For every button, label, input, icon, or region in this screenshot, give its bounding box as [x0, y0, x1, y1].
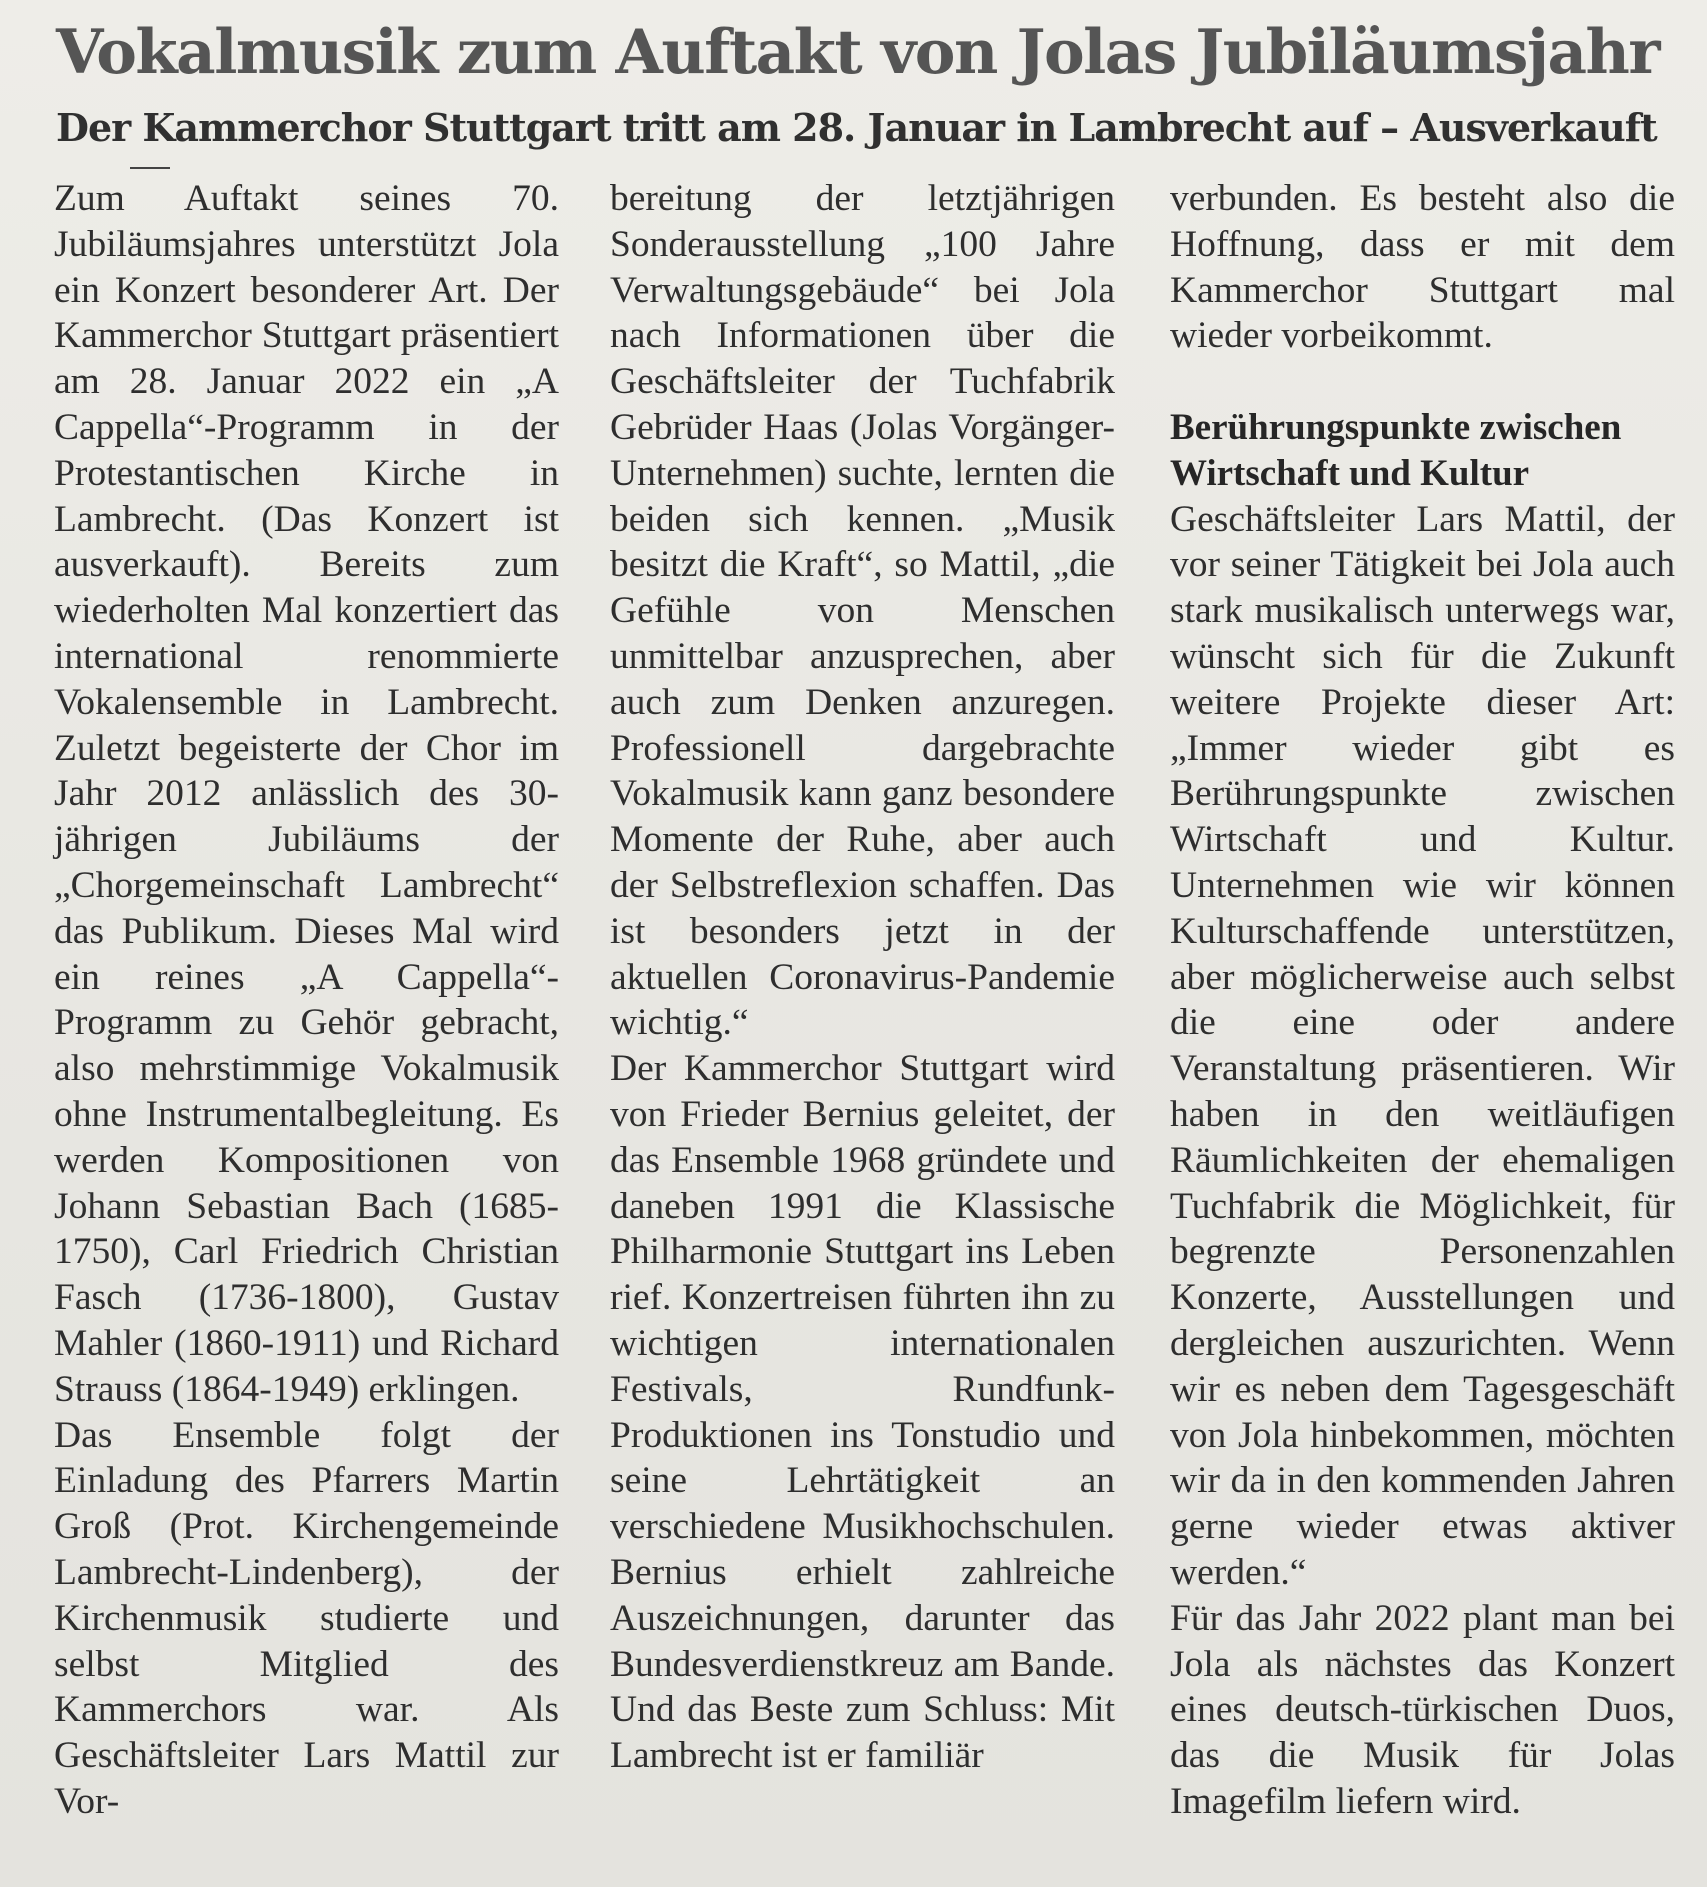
paragraph: Der Kammerchor Stuttgart wird von Frieder Bernius geleitet, der das Ensemble 1968 gründete und daneben 1991 die Klassische Philharmonie Stuttgart ins Leben rief. Konzertreisen führten ihn zu wichtigen internationalen Festivals, Rundfunk-Produktionen ins Tonstudio und seine Lehrtätigkeit an verschiedene Musikhochschulen. Bernius erhielt zahlreiche Auszeichnungen, darunter das Bundesverdienstkreuz am Bande. Und das Beste zum Schluss: Mit Lambrecht ist er familiär [610, 1048, 1115, 1777]
article-subheadline: Der Kammerchor Stuttgart tritt am 28. Januar in Lambrecht auf – Ausverkauft [56, 105, 1657, 150]
paragraph: verbunden. Es besteht also die Hoffnung, dass er mit dem Kammerchor Stuttgart mal wieder vorbeikommt. [1170, 178, 1675, 357]
article-column-3 [1170, 176, 1675, 1825]
paragraph: Geschäftsleiter Lars Mattil, der vor seiner Tätigkeit bei Jola auch stark musikalisch unterwegs war, wünscht sich für die Zukunft weitere Projekte dieser Art: „Immer wieder gibt es Berührungspunkte zwischen Wirtschaft und Kultur. Unternehmen wie wir können Kulturschaffende unterstützen, aber möglicherweise auch selbst die eine oder andere Veranstaltung präsentieren. Wir haben in den weitläufigen Räumlichkeiten der ehemaligen Tuchfabrik die Möglichkeit, für begrenzte Personenzahlen Konzerte, Ausstellungen und dergleichen auszurichten. Wenn wir es neben dem Tagesgeschäft von Jola hinbekommen, möchten wir da in den kommenden Jahren gerne wieder etwas aktiver werden.“ [1170, 498, 1675, 1593]
paragraph: Das Ensemble folgt der Einladung des Pfarrers Martin Groß (Prot. Kirchengemeinde Lambrecht-Lindenberg), der Kirchenmusik studierte und selbst Mitglied des Kammerchors war. Als Geschäftsleiter Lars Mattil zur Vor- [54, 1414, 559, 1822]
article-headline: Vokalmusik zum Auftakt von Jolas Jubiläumsjahr [56, 17, 1659, 88]
section-subheading: Berührungspunkte zwischen Wirtschaft und Kultur [1170, 406, 1622, 494]
headline-divider [130, 167, 170, 169]
article-column-2 [610, 176, 1115, 1779]
article-column-1 [54, 176, 559, 1825]
paragraph: Für das Jahr 2022 plant man bei Jola als nächstes das Konzert eines deutsch-türkischen Duos, das die Musik für Jolas Imagefilm liefern wird. [1170, 1597, 1675, 1822]
paragraph: Zum Auftakt seines 70. Jubiläumsjahres unterstützt Jola ein Konzert besonderer Art. Der Kammerchor Stuttgart präsentiert am 28. Januar 2022 ein „A Cappella“-Programm in der Protestantischen Kirche in Lambrecht. (Das Konzert ist ausverkauft). Bereits zum wiederholten Mal konzertiert das international renommierte Vokalensemble in Lambrecht. Zuletzt begeisterte der Chor im Jahr 2012 anlässlich des 30-jährigen Jubiläums der „Chorgemeinschaft Lambrecht“ das Publikum. Dieses Mal wird ein reines „A Cappella“-Programm zu Gehör gebracht, also mehrstimmige Vokalmusik ohne Instrumentalbegleitung. Es werden Kompositionen von Johann Sebastian Bach (1685-1750), Carl Friedrich Christian Fasch (1736-1800), Gustav Mahler (1860-1911) und Richard Strauss (1864-1949) erklingen. [54, 178, 559, 1410]
paragraph: bereitung der letztjährigen Sonderausstellung „100 Jahre Verwaltungsgebäude“ bei Jola nach Informationen über die Geschäftsleiter der Tuchfabrik Gebrüder Haas (Jolas Vorgänger-Unternehmen) suchte, lernten die beiden sich kennen. „Musik besitzt die Kraft“, so Mattil, „die Gefühle von Menschen unmittelbar anzusprechen, aber auch zum Denken anzuregen. Professionell dargebrachte Vokalmusik kann ganz besondere Momente der Ruhe, aber auch der Selbstreflexion schaffen. Das ist besonders jetzt in der aktuellen Coronavirus-Pandemie wichtig.“ [610, 178, 1115, 1044]
